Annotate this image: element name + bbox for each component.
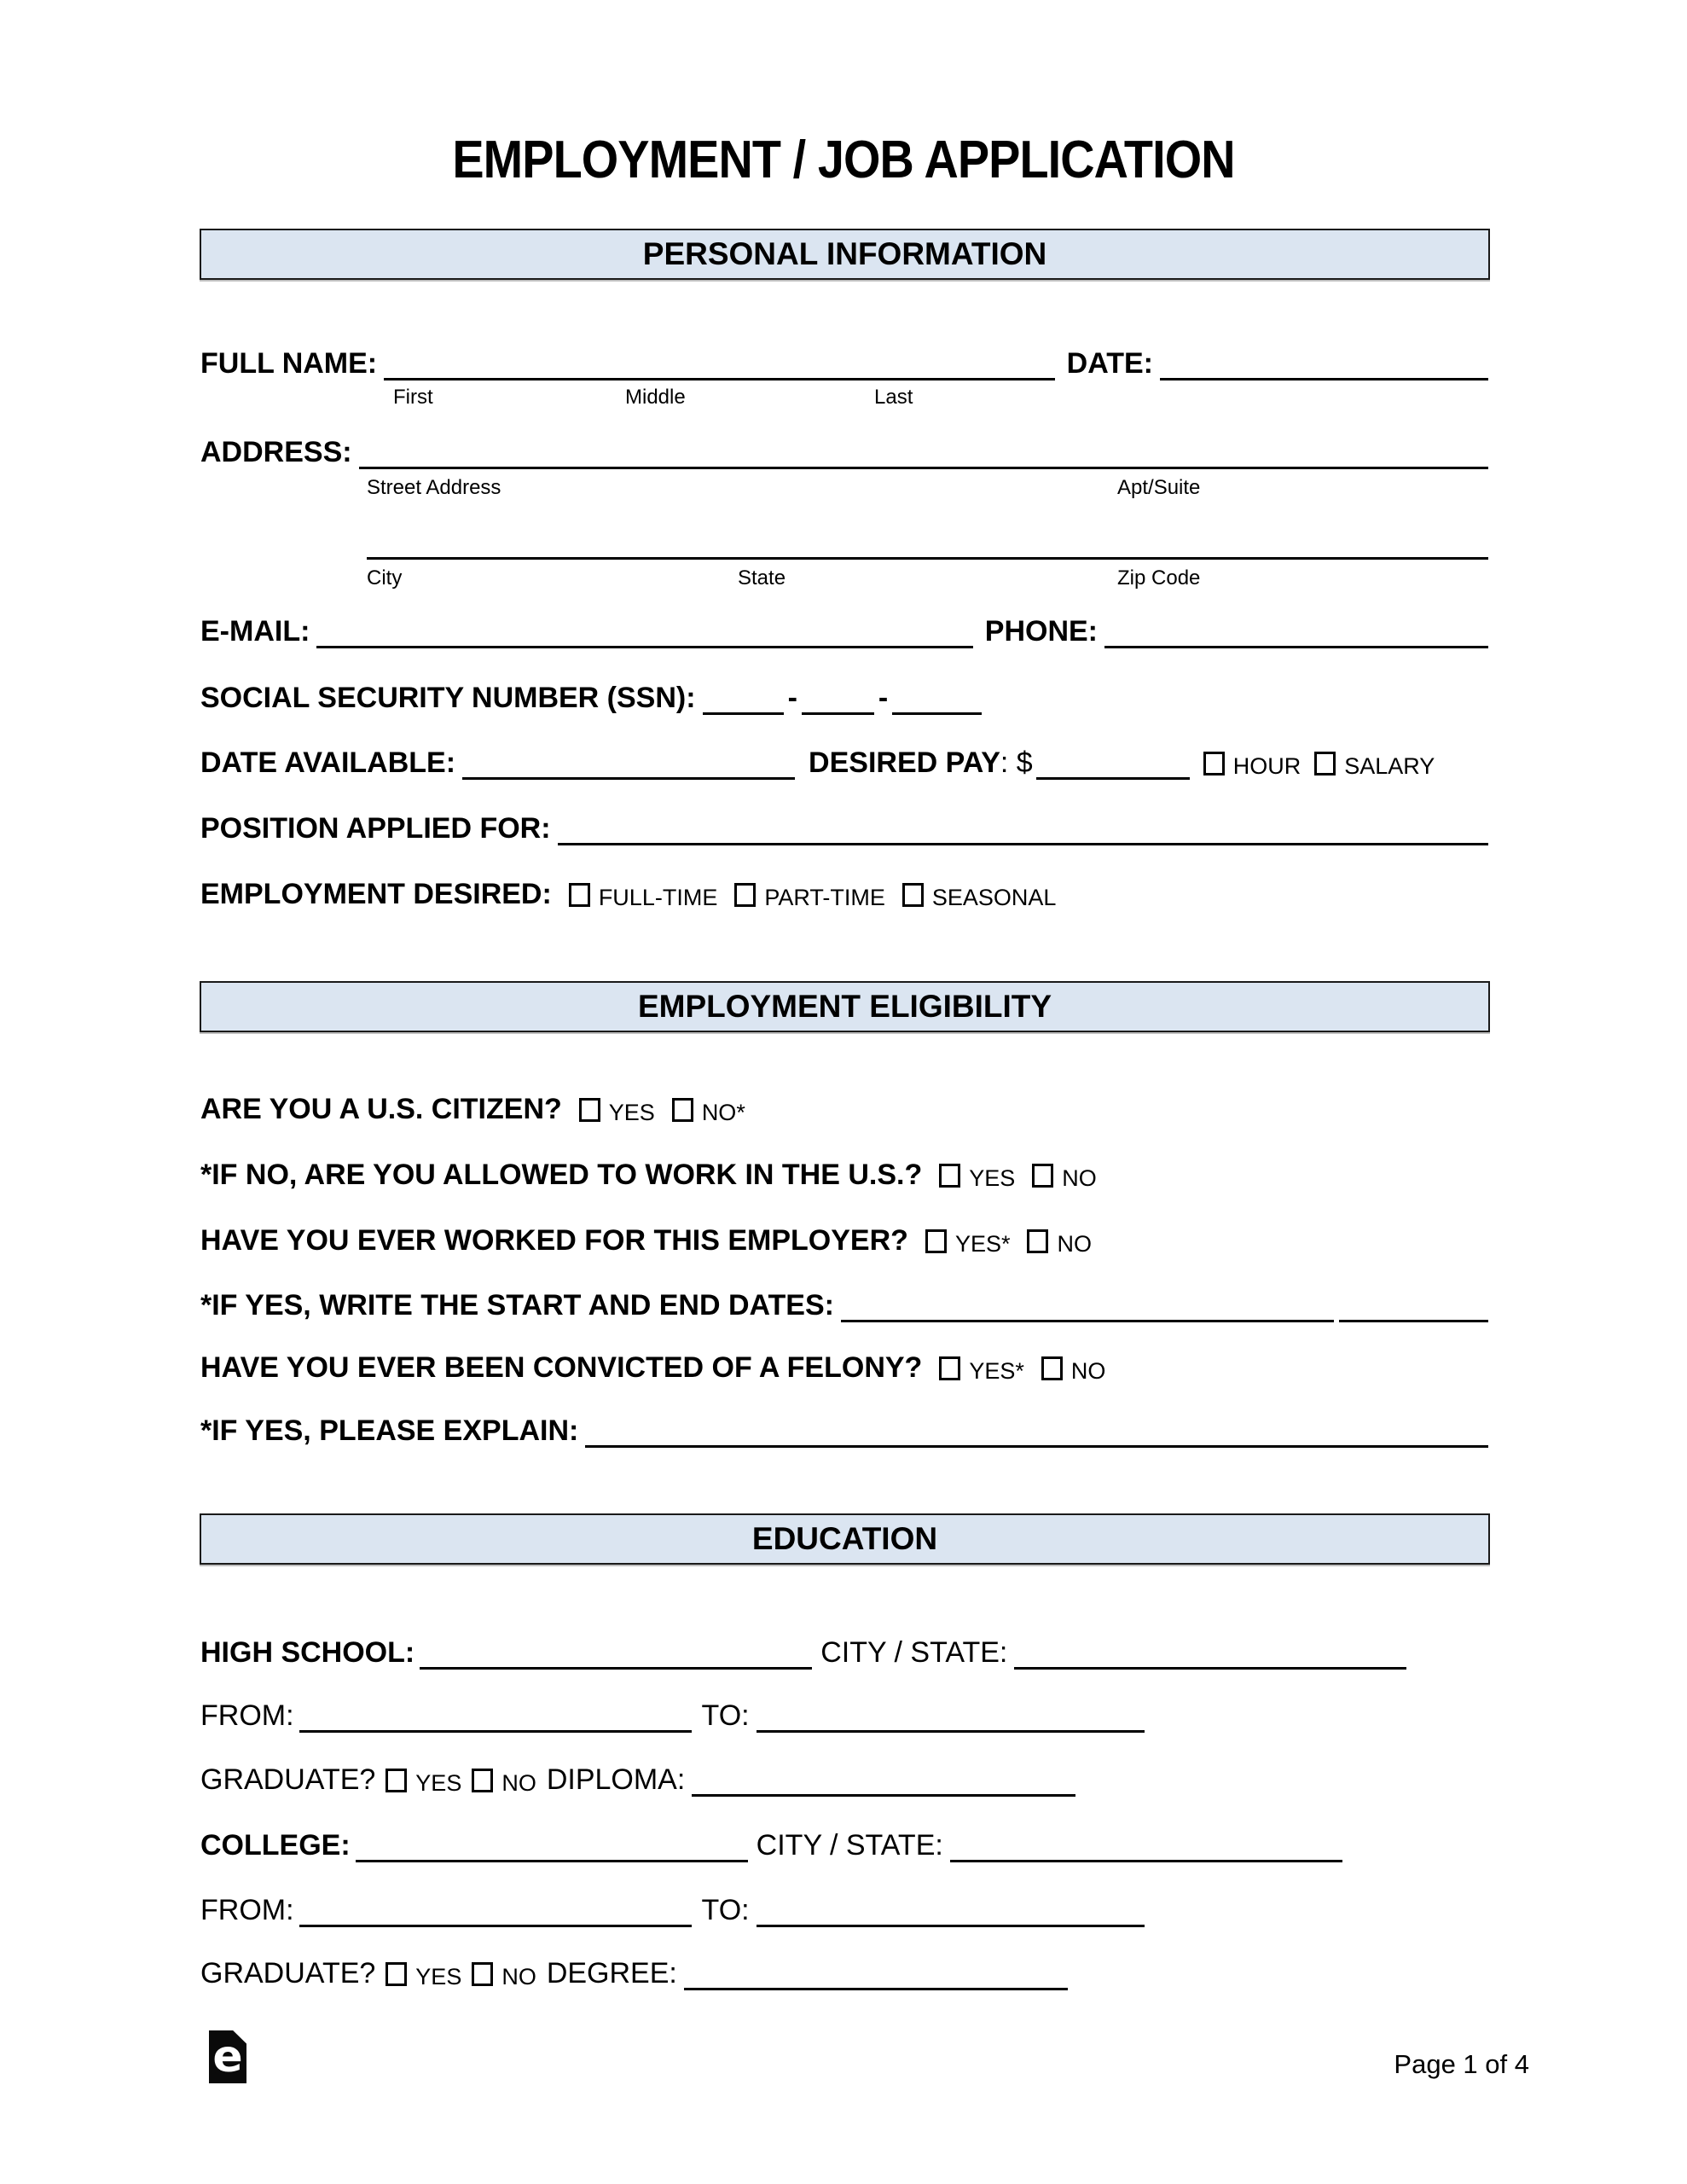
diploma-label: DIPLOMA: <box>546 1763 686 1796</box>
hs-city-state-input-line[interactable] <box>1014 1667 1406 1670</box>
address-label: ADDRESS: <box>200 436 352 468</box>
allowed-yes-checkbox[interactable] <box>939 1164 960 1188</box>
allowed-to-work-question-row <box>200 1151 1488 1192</box>
desired-pay-input-line[interactable] <box>1036 777 1190 780</box>
state-sublabel: State <box>738 566 786 590</box>
part-time-checkbox-label: PART-TIME <box>764 885 885 910</box>
degree-input-line[interactable] <box>684 1988 1068 1990</box>
full-time-checkbox[interactable] <box>569 883 590 907</box>
diploma-input-line[interactable] <box>692 1794 1075 1797</box>
part-time-checkbox[interactable] <box>734 883 756 907</box>
date-available-input-line[interactable] <box>462 777 795 780</box>
college-name-input-line[interactable] <box>356 1860 748 1862</box>
college-label: COLLEGE: <box>200 1829 351 1862</box>
hs-from-input-line[interactable] <box>299 1730 692 1733</box>
high-school-name-input-line[interactable] <box>420 1667 812 1670</box>
section-header-personal-information-label: PERSONAL INFORMATION <box>642 236 1047 271</box>
desired-pay-label: DESIRED PAY <box>809 746 1000 779</box>
end-date-input-line[interactable] <box>1339 1320 1488 1322</box>
street-address-sublabel: Street Address <box>367 476 501 499</box>
full-time-checkbox-label: FULL-TIME <box>598 885 718 910</box>
citizen-no-label: NO* <box>701 1100 745 1125</box>
citizen-yes-label: YES <box>608 1100 655 1125</box>
college-from-label: FROM: <box>200 1894 294 1926</box>
start-date-input-line[interactable] <box>841 1320 1334 1322</box>
last-sublabel: Last <box>874 386 913 409</box>
hs-graduate-row <box>200 1756 1488 1797</box>
college-row <box>200 1821 1488 1862</box>
hs-city-state-label: CITY / STATE: <box>820 1636 1008 1669</box>
citizen-no-checkbox[interactable] <box>672 1098 693 1122</box>
eforms-logo <box>209 2030 246 2083</box>
allowed-yes-label: YES <box>969 1165 1016 1191</box>
hs-from-to-row <box>200 1692 1488 1733</box>
city-sublabel: City <box>367 566 403 590</box>
email-label: E-MAIL: <box>200 615 310 648</box>
hs-graduate-no-label: NO <box>501 1770 536 1796</box>
section-header-education-label: EDUCATION <box>751 1521 938 1556</box>
position-applied-for-row <box>200 804 1488 845</box>
college-graduate-row <box>200 1949 1488 1990</box>
date-input-line[interactable] <box>1160 378 1488 380</box>
section-header-employment-eligibility-label: EMPLOYMENT ELIGIBILITY <box>637 989 1052 1024</box>
felony-explain-label: *IF YES, PLEASE EXPLAIN: <box>200 1414 579 1447</box>
worked-no-checkbox[interactable] <box>1027 1229 1048 1253</box>
college-city-state-input-line[interactable] <box>950 1860 1342 1862</box>
college-from-to-row <box>200 1886 1488 1927</box>
eforms-logo-letter: e <box>212 2031 243 2082</box>
start-end-dates-row <box>200 1281 1488 1322</box>
college-to-label: TO: <box>701 1894 750 1926</box>
felony-no-label: NO <box>1070 1358 1106 1384</box>
address-row <box>200 428 1488 469</box>
hs-from-label: FROM: <box>200 1699 294 1732</box>
hs-graduate-no-checkbox[interactable] <box>472 1769 493 1792</box>
date-available-label: DATE AVAILABLE: <box>200 746 456 779</box>
worked-yes-label: YES* <box>954 1231 1011 1257</box>
hs-graduate-yes-checkbox[interactable] <box>386 1769 407 1792</box>
hs-graduate-label: GRADUATE? <box>200 1763 376 1796</box>
ssn-label: SOCIAL SECURITY NUMBER (SSN): <box>200 682 696 714</box>
date-label: DATE: <box>1066 347 1153 380</box>
salary-checkbox[interactable] <box>1314 752 1336 775</box>
high-school-label: HIGH SCHOOL: <box>200 1636 415 1669</box>
college-from-input-line[interactable] <box>299 1925 692 1927</box>
college-graduate-yes-label: YES <box>415 1964 462 1989</box>
page-title: EMPLOYMENT / JOB APPLICATION <box>452 131 1235 189</box>
worked-for-employer-question-label: HAVE YOU EVER WORKED FOR THIS EMPLOYER? <box>200 1224 908 1257</box>
phone-input-line[interactable] <box>1104 646 1488 648</box>
street-address-input-line[interactable] <box>359 467 1488 469</box>
felony-explain-input-line[interactable] <box>585 1445 1488 1448</box>
ssn-part3-input-line[interactable] <box>892 712 982 715</box>
email-phone-row <box>200 607 1488 648</box>
ssn-part1-input-line[interactable] <box>703 712 784 715</box>
seasonal-checkbox[interactable] <box>902 883 924 907</box>
degree-label: DEGREE: <box>546 1957 677 1989</box>
section-header-education <box>200 1513 1490 1565</box>
felony-question-label: HAVE YOU EVER BEEN CONVICTED OF A FELONY? <box>200 1351 923 1384</box>
allowed-to-work-question-label: *IF NO, ARE YOU ALLOWED TO WORK IN THE U.S.? <box>200 1159 923 1191</box>
middle-sublabel: Middle <box>625 386 686 409</box>
salary-checkbox-label: SALARY <box>1344 753 1435 779</box>
allowed-no-checkbox[interactable] <box>1032 1164 1053 1188</box>
employment-desired-label: EMPLOYMENT DESIRED: <box>200 878 552 910</box>
zip-code-sublabel: Zip Code <box>1117 566 1201 590</box>
email-input-line[interactable] <box>316 646 972 648</box>
worked-yes-checkbox[interactable] <box>925 1229 947 1253</box>
felony-no-checkbox[interactable] <box>1041 1356 1063 1380</box>
college-city-state-label: CITY / STATE: <box>756 1829 943 1862</box>
citizen-question-label: ARE YOU A U.S. CITIZEN? <box>200 1093 562 1125</box>
apt-suite-sublabel: Apt/Suite <box>1117 476 1201 499</box>
felony-question-row <box>200 1344 1488 1385</box>
full-name-label: FULL NAME: <box>200 347 378 380</box>
hs-to-input-line[interactable] <box>757 1730 1145 1733</box>
college-graduate-yes-checkbox[interactable] <box>386 1962 407 1986</box>
worked-no-label: NO <box>1057 1231 1092 1257</box>
position-applied-for-input-line[interactable] <box>558 843 1488 845</box>
ssn-hyphen-2: - <box>878 682 889 714</box>
ssn-hyphen-1: - <box>787 682 797 714</box>
city-state-zip-input-line[interactable] <box>367 557 1488 560</box>
full-name-input-line[interactable] <box>384 378 1055 380</box>
hs-to-label: TO: <box>701 1699 750 1732</box>
hour-checkbox[interactable] <box>1203 752 1225 775</box>
section-header-personal-information <box>200 229 1490 280</box>
felony-explain-row <box>200 1407 1488 1448</box>
allowed-no-label: NO <box>1062 1165 1097 1191</box>
page-number: Page 1 of 4 <box>1394 2049 1529 2079</box>
start-end-dates-label: *IF YES, WRITE THE START AND END DATES: <box>200 1289 834 1321</box>
first-sublabel: First <box>393 386 433 409</box>
date-available-desired-pay-row <box>200 739 1488 780</box>
hour-checkbox-label: HOUR <box>1232 753 1301 779</box>
citizen-question-row <box>200 1085 1488 1126</box>
worked-for-employer-question-row <box>200 1217 1488 1258</box>
ssn-part2-input-line[interactable] <box>802 712 874 715</box>
college-to-input-line[interactable] <box>757 1925 1145 1927</box>
city-state-zip-row <box>200 519 1488 560</box>
position-applied-for-label: POSITION APPLIED FOR: <box>200 812 551 845</box>
citizen-yes-checkbox[interactable] <box>579 1098 600 1122</box>
section-header-employment-eligibility <box>200 981 1490 1032</box>
seasonal-checkbox-label: SEASONAL <box>931 885 1057 910</box>
hs-graduate-yes-label: YES <box>415 1770 462 1796</box>
desired-pay-dollar-sign: : $ <box>1000 746 1033 779</box>
phone-label: PHONE: <box>984 615 1098 648</box>
full-name-row <box>200 340 1488 380</box>
college-graduate-label: GRADUATE? <box>200 1957 376 1989</box>
ssn-row <box>200 674 1488 715</box>
employment-desired-row <box>200 870 1488 911</box>
high-school-row <box>200 1629 1488 1670</box>
college-graduate-no-checkbox[interactable] <box>472 1962 493 1986</box>
felony-yes-checkbox[interactable] <box>939 1356 960 1380</box>
felony-yes-label: YES* <box>969 1358 1024 1384</box>
college-graduate-no-label: NO <box>501 1964 536 1989</box>
